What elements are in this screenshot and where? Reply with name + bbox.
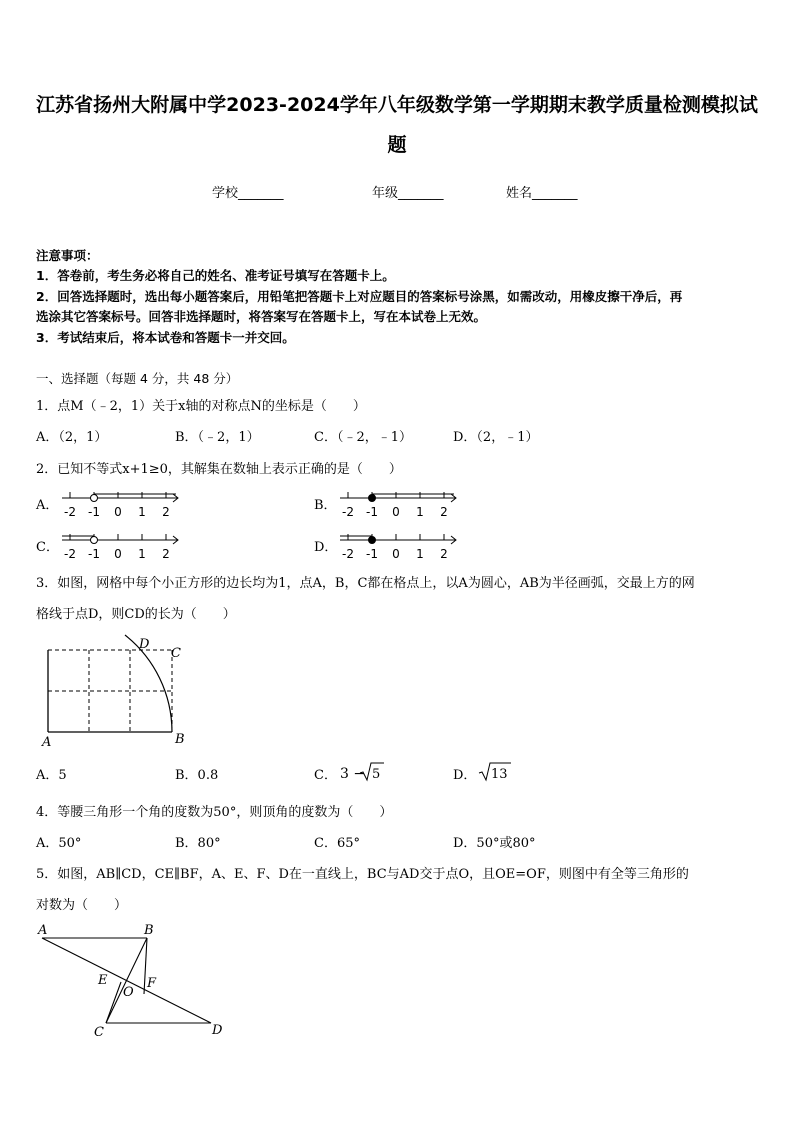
point-label-b: B xyxy=(144,923,154,938)
q2-option-c-numberline xyxy=(58,528,183,564)
tick-label: -2 xyxy=(342,547,354,561)
tick-label: -1 xyxy=(366,547,378,561)
tick-label: 2 xyxy=(440,547,448,561)
notice-heading: 注意事项： xyxy=(36,248,99,263)
point-label-f: F xyxy=(147,976,157,991)
point-label-d: D xyxy=(212,1023,223,1038)
q3-option-a: A．5 xyxy=(36,768,67,783)
tick-label: 1 xyxy=(416,505,424,519)
q3-stem-line1: 3．如图，网格中每个小正方形的边长均为1，点A，B，C都在格点上，以A为圆心，AB为半径画弧，交最上方的网 xyxy=(36,576,695,591)
tick-label: 2 xyxy=(162,505,170,519)
point-label-a: A xyxy=(38,923,48,938)
q1-option-a: A．（2，1） xyxy=(36,430,108,445)
notice-item-3: 3．考试结束后，将本试卷和答题卡一并交回。 xyxy=(36,330,295,345)
q2-option-d-letter: D． xyxy=(314,540,338,555)
q2-option-a-numberline xyxy=(58,486,183,522)
q3-option-d-radical xyxy=(477,760,513,784)
q1-option-c: C．（﹣2，﹣1） xyxy=(314,430,412,445)
tick-label: -1 xyxy=(88,505,100,519)
q2-option-b-letter: B． xyxy=(314,498,337,513)
tick-label: 0 xyxy=(114,505,122,519)
point-label-e: E xyxy=(98,973,108,988)
tick-label: 0 xyxy=(392,547,400,561)
q3-option-d-radicand: 13 xyxy=(491,767,508,782)
tick-label: -1 xyxy=(366,505,378,519)
point-label-a: A xyxy=(42,735,52,750)
q3-stem-line2: 格线于点D，则CD的长为（ ） xyxy=(36,607,236,622)
point-label-o: O xyxy=(123,985,134,1000)
tick-label: -2 xyxy=(64,547,76,561)
school-field: 学校_______ xyxy=(212,186,284,201)
q4-stem: 4．等腰三角形一个角的度数为50°，则顶角的度数为（ ） xyxy=(36,805,393,820)
q3-option-d: D． xyxy=(453,768,477,783)
page-title-line1: 江苏省扬州大附属中学2023-2024学年八年级数学第一学期期末教学质量检测模拟试 xyxy=(36,94,758,116)
point-label-c: C xyxy=(171,646,181,661)
q2-option-b-numberline xyxy=(336,486,461,522)
grade-field: 年级_______ xyxy=(372,186,444,201)
q4-option-d: D．50°或80° xyxy=(453,836,536,851)
q3-option-c: C． xyxy=(314,768,337,783)
name-field: 姓名_______ xyxy=(506,186,578,201)
notice-item-2b: 选涂其它答案标号。回答非选择题时，将答案写在答题卡上，写在本试卷上无效。 xyxy=(36,309,487,324)
tick-label: -2 xyxy=(64,505,76,519)
page-title-line2: 题 xyxy=(387,134,407,156)
q1-option-d: D．（2，﹣1） xyxy=(453,430,539,445)
point-label-c: C xyxy=(94,1025,104,1040)
q5-stem-line2: 对数为（ ） xyxy=(36,898,128,913)
tick-label: 0 xyxy=(392,505,400,519)
tick-label: 1 xyxy=(138,547,146,561)
q4-option-c: C．65° xyxy=(314,836,360,851)
q1-option-b: B．（﹣2，1） xyxy=(175,430,260,445)
tick-label: -2 xyxy=(342,505,354,519)
point-label-d: D xyxy=(139,637,150,652)
q2-option-a-letter: A． xyxy=(36,498,59,513)
q2-stem: 2．已知不等式x+1≥0，其解集在数轴上表示正确的是（ ） xyxy=(36,462,402,477)
tick-label: 2 xyxy=(440,505,448,519)
q3-option-c-radicand: 5 xyxy=(372,767,381,782)
tick-label: 1 xyxy=(138,505,146,519)
q3-grid-figure xyxy=(36,630,196,750)
q5-geometry-figure xyxy=(34,920,234,1044)
q2-option-c-letter: C． xyxy=(36,540,59,555)
notice-item-2a: 2．回答选择题时，选出每小题答案后，用铅笔把答题卡上对应题目的答案标号涂黑，如需改动，用橡皮擦干净后，再 xyxy=(36,289,683,304)
tick-label: 2 xyxy=(162,547,170,561)
q3-option-c-radical xyxy=(338,760,386,784)
q4-option-a: A．50° xyxy=(36,836,82,851)
q2-option-d-numberline xyxy=(336,528,461,564)
point-label-b: B xyxy=(175,732,185,747)
q5-stem-line1: 5．如图，AB∥CD，CE∥BF，A、E、F、D在一直线上，BC与AD交于点O，且OE=OF，则图中有全等三角形的 xyxy=(36,867,689,882)
q4-option-b: B．80° xyxy=(175,836,221,851)
tick-label: 1 xyxy=(416,547,424,561)
tick-label: -1 xyxy=(88,547,100,561)
q3-option-b: B．0.8 xyxy=(175,768,219,783)
notice-item-1: 1．答卷前，考生务必将自己的姓名、准考证号填写在答题卡上。 xyxy=(36,268,395,283)
q3-option-c-prefix: 3 − xyxy=(340,766,366,782)
q1-stem: 1．点M（﹣2，1）关于x轴的对称点N的坐标是（ ） xyxy=(36,399,366,414)
tick-label: 0 xyxy=(114,547,122,561)
section-heading: 一、选择题（每题 4 分，共 48 分） xyxy=(36,371,239,386)
